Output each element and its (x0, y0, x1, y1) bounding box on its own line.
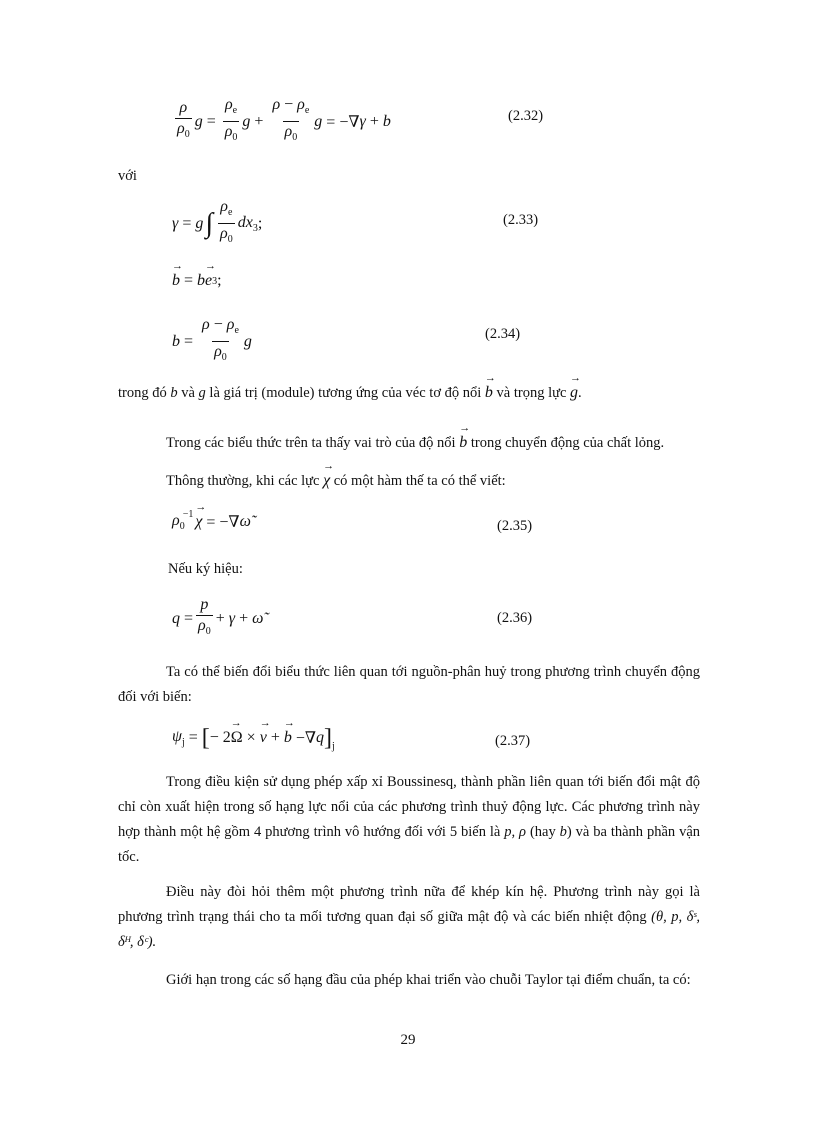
paragraph-bien-doi: Ta có thể biến đổi biểu thức liên quan tới nguồn-phân huỷ trong phương trình chuyển động đối với biến: (118, 664, 700, 705)
equation-2-32: $\frac{\rho}{\rho_0}$ g = $\frac{\rho_e}{\rho_0}$ g + $\frac{\rho - \rho_e}{\rho_0}$ g = −∇ γ + b (172, 96, 391, 147)
text-voi: với (118, 168, 137, 184)
equation-number: (2.33) (503, 212, 539, 228)
paragraph-trang-thai: Điều này đòi hỏi thêm một phương trình nữa để khép kín hệ. Phương trình này gọi là phương trình trạng thái cho ta mối tương quan đại số giữa mật độ và các biến nhiệt động (θ, p, δˢ, δᴴ, δᶜ). (118, 884, 700, 950)
text-thong-thuong: Thông thường, khi các lực → χ có một hàm thế ta có thể viết: (166, 472, 506, 490)
equation-2-37: $\psi_j$ = [ − 2 → Ω × → v + → b −∇ q ] $_j$ (172, 726, 335, 750)
text-neu-ky-hieu: Nếu ký hiệu: (168, 561, 243, 577)
equation-2-33: γ = g ∫ $\frac{\rho_e}{\rho_0}$ $dx_3$ ; (172, 198, 262, 249)
equation-b-vector: → b = b → e 3 ; (172, 272, 222, 290)
paragraph-taylor: Giới hạn trong các số hạng đầu của phép khai triển vào chuỗi Taylor tại điểm chuẩn, ta có: (166, 972, 691, 988)
text-trong-do: trong đó b và g là giá trị (module) tương ứng của véc tơ độ nổi → b và trọng lực → g. (118, 384, 582, 402)
equation-2-34: b = $\frac{\rho - \rho_e}{\rho_0}$ g (172, 316, 252, 367)
equation-2-36: q = $\frac{p}{\rho_0}$ + γ + ω̃ (172, 596, 263, 641)
page-number: 29 (400, 1032, 416, 1048)
equation-number: (2.35) (497, 518, 533, 534)
equation-number: (2.36) (497, 610, 533, 626)
equation-number: (2.32) (508, 108, 544, 124)
paragraph-boussinesq: Trong điều kiện sử dụng phép xấp xỉ Boussinesq, thành phần liên quan tới biến đổi mật độ chỉ còn xuất hiện trong số hạng lực nổi của các phương trình thuỷ động lực. Các phương trình này hợp thành một hệ gồm 4 phương trình vô hướng đối với 5 biến là p, ρ (hay b) và ba thành phần vận tốc. (118, 774, 701, 865)
equation-number: (2.37) (495, 733, 531, 749)
equation-number: (2.34) (485, 326, 521, 342)
equation-2-35: $\rho_0$ $^{-1}$ → χ = −∇ ω̃ (172, 512, 251, 532)
text-vai-tro: Trong các biểu thức trên ta thấy vai trò của độ nổi → b trong chuyển động của chất lỏng. (166, 434, 664, 452)
